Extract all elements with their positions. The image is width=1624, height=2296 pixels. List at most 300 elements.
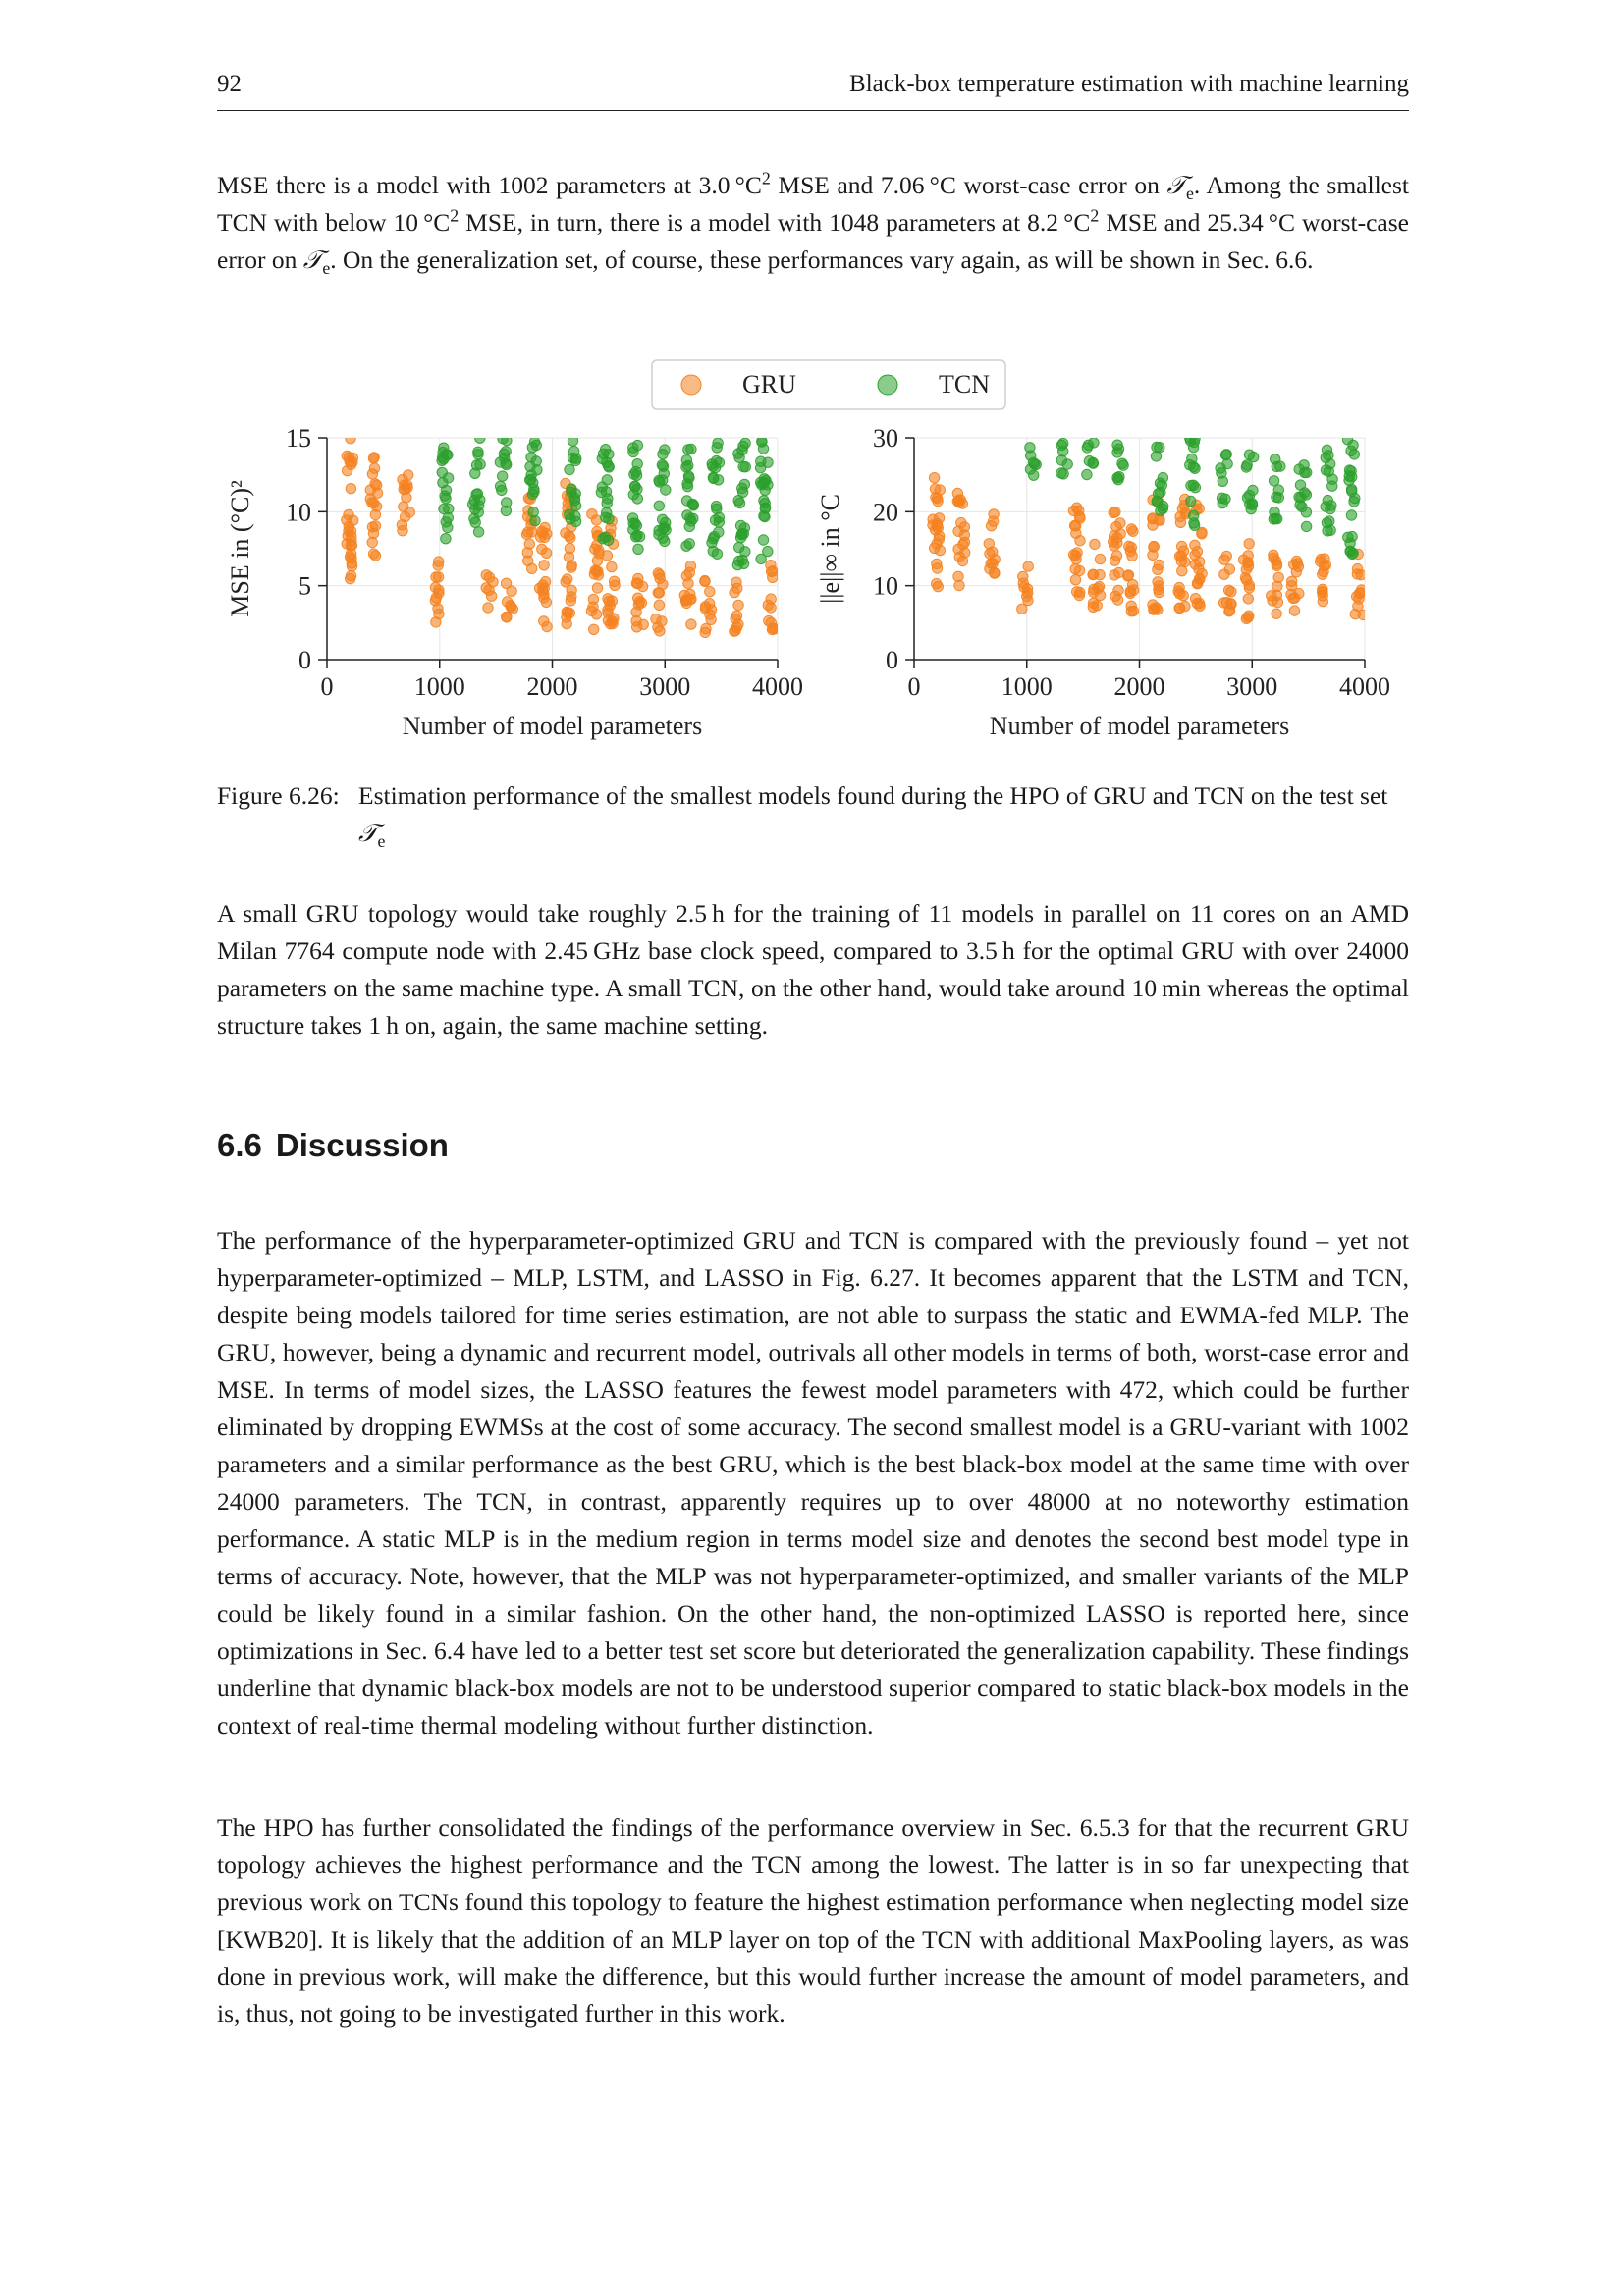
gru-point [1226, 599, 1236, 609]
gru-point [508, 604, 517, 614]
tcn-point [627, 513, 637, 523]
y-tick-label: 0 [298, 646, 311, 674]
x-tick-label: 1000 [413, 672, 465, 701]
gru-point [1074, 565, 1084, 575]
tcn-point [565, 464, 574, 474]
tcn-point [1186, 480, 1196, 490]
gru-point [521, 529, 531, 539]
tcn-point [475, 433, 485, 443]
tcn-point [688, 501, 698, 510]
x-tick-label: 2000 [1113, 672, 1165, 701]
gru-point [349, 515, 358, 525]
tcn-point [1302, 467, 1312, 477]
section-number: 6.6 [217, 1127, 262, 1163]
tcn-point [502, 498, 512, 507]
gru-point [638, 619, 648, 629]
tcn-point [758, 444, 768, 454]
tcn-point [1217, 468, 1226, 478]
gru-point [953, 571, 963, 581]
tcn-point [1155, 443, 1164, 453]
tcn-point [760, 504, 770, 513]
y-tick-label: 10 [873, 571, 898, 601]
tcn-point [709, 473, 719, 483]
x-tick-label: 3000 [1226, 672, 1278, 701]
running-title: Black-box temperature estimation with machine learning [849, 71, 1409, 97]
gru-point [929, 473, 939, 483]
tcn-point [500, 454, 510, 463]
gru-point [1224, 564, 1234, 574]
gru-point [567, 562, 576, 572]
gru-point [1174, 589, 1184, 599]
gru-point [1273, 572, 1283, 582]
gru-point [990, 568, 1000, 578]
tcn-point [1327, 481, 1337, 491]
gru-point [1192, 579, 1202, 589]
gru-point [346, 549, 355, 559]
running-header [217, 71, 1409, 111]
tcn-point [1242, 460, 1252, 470]
gru-point [524, 539, 534, 549]
tcn-point [531, 440, 541, 450]
gru-point [431, 572, 441, 582]
gru-point [1018, 571, 1028, 581]
gru-point [706, 614, 716, 624]
tcn-point [740, 547, 750, 557]
tcn-point [1082, 443, 1092, 453]
gru-point [1017, 604, 1027, 614]
x-axis-label: Number of model parameters [989, 712, 1290, 740]
paragraph-training-time: A small GRU topology would take roughly 2.5 h for the training of 11 models in parallel on 11 cores on an AMD Milan 7764 compute node with 2.45 GHz base clock speed, compared to 3.5 h for the optimal GRU with over 24000 parameters on the same machine type. A small TCN, on the other hand, would take around 10 min whereas the optimal structure takes 1 h on, again, the same machine setting. [217, 899, 1409, 1040]
gru-point [1095, 554, 1105, 563]
gru-point [1112, 533, 1122, 543]
legend-tcn-label: TCN [939, 370, 990, 399]
gru-point [1148, 513, 1158, 523]
gru-point [602, 551, 612, 561]
tcn-point [1118, 460, 1128, 470]
legend-gru-label: GRU [742, 370, 796, 399]
y-tick-label: 5 [298, 571, 311, 601]
gru-point [933, 494, 943, 504]
tcn-point [1112, 448, 1122, 457]
y-axis-label: ||e||∞ in °C [816, 494, 844, 604]
tcn-point [712, 504, 722, 513]
gru-point [1094, 581, 1104, 591]
gru-point [346, 434, 355, 444]
gru-point [935, 545, 945, 555]
gru-point [1244, 539, 1254, 549]
tcn-point [683, 471, 693, 481]
tcn-point [1349, 497, 1359, 507]
gru-point [932, 578, 942, 588]
tcn-point [632, 459, 642, 469]
x-tick-label: 0 [907, 672, 921, 701]
gru-point [434, 557, 444, 566]
gru-point [686, 619, 696, 629]
gru-point [561, 577, 570, 587]
tcn-point [495, 481, 505, 491]
x-axis-label: Number of model parameters [402, 712, 703, 740]
gru-point [1154, 581, 1164, 591]
tcn-point [658, 514, 668, 524]
gru-point [484, 585, 494, 595]
tcn-point [1084, 456, 1094, 466]
y-axis-label: MSE in (°C)² [226, 480, 254, 617]
tcn-point [1248, 485, 1258, 495]
x-tick-label: 0 [320, 672, 334, 701]
tcn-point [1344, 465, 1354, 475]
caption-text: Estimation performance of the smallest models found during the HPO of GRU and TCN on the test set 𝒯$_e$ [358, 781, 1388, 852]
tcn-point [471, 489, 481, 499]
gru-point [1126, 601, 1136, 611]
tcn-point [568, 453, 577, 462]
tcn-point [473, 527, 483, 537]
tcn-point [707, 538, 717, 548]
gru-point [541, 548, 551, 558]
gru-point [346, 573, 355, 583]
tcn-point [443, 522, 453, 532]
data-points [928, 433, 1369, 623]
gru-point [654, 600, 664, 610]
gru-point [588, 594, 598, 604]
tcn-point [1082, 469, 1092, 479]
tcn-point [443, 473, 453, 483]
gru-point [541, 597, 551, 607]
tcn-point [1347, 486, 1357, 496]
tcn-point [1158, 472, 1167, 482]
gru-point [1358, 610, 1368, 619]
gru-point [346, 484, 355, 494]
tcn-point [439, 443, 449, 453]
gru-point [1128, 526, 1138, 536]
tcn-point [441, 534, 451, 544]
gru-point [344, 526, 353, 536]
gru-point [404, 470, 413, 480]
gru-point [370, 551, 380, 561]
gru-point [634, 597, 644, 607]
gru-point [766, 603, 776, 613]
tcn-point [600, 532, 610, 542]
gru-point [1125, 588, 1135, 598]
gru-point [367, 498, 377, 507]
section-heading [217, 1127, 449, 1164]
gru-point [1022, 591, 1032, 601]
tcn-point [1346, 446, 1356, 455]
gru-point [1126, 542, 1136, 552]
gru-point [1190, 594, 1200, 604]
tcn-point [468, 500, 478, 509]
gru-point [1075, 587, 1085, 597]
tcn-point [1152, 497, 1162, 507]
gru-point [562, 618, 571, 628]
tcn-point [629, 469, 639, 479]
tcn-point [1189, 520, 1199, 530]
tcn-point [633, 544, 643, 554]
gru-point [633, 573, 643, 583]
gru-point [1221, 551, 1231, 561]
gru-point [370, 509, 380, 519]
tcn-point [734, 498, 744, 507]
gru-point [539, 561, 549, 570]
tcn-point [1186, 496, 1196, 506]
gru-point [603, 594, 613, 604]
tcn-point [683, 460, 693, 470]
gru-point [654, 588, 664, 598]
gru-point [539, 616, 549, 626]
tcn-point [565, 509, 574, 519]
tcn-point [502, 435, 512, 445]
gru-point [606, 523, 616, 533]
gru-point [566, 533, 575, 543]
tcn-point [660, 445, 670, 454]
gru-point [930, 525, 940, 535]
scatter-panel-max-error [816, 424, 1390, 740]
paragraph-hpo-findings: The HPO has further consolidated the findings of the performance overview in Sec. 6.5.3 for that the recurrent GRU topology achieves the highest performance and the TCN among the lowest. The latter is in so far unexpecting that previous work on TCNs found this topology to feature the highest estimation performance when neglecting model size [KWB20]. It is likely that the addition of an MLP layer on top of the TCN with additional MaxPooling layers, as was done in previous work, will make the difference, but this would further increase the amount of model parameters, and is, thus, not going to be investigated further in this work. [217, 1813, 1409, 2028]
x-tick-label: 1000 [1001, 672, 1053, 701]
gru-point [733, 600, 743, 610]
gru-point [766, 566, 776, 576]
x-tick-label: 4000 [1339, 672, 1390, 701]
paragraph-discussion: The performance of the hyperparameter-optimized GRU and TCN is compared with the previously found – yet not hyperparameter-optimized – MLP, LSTM, and LASSO in Fig. 6.27. It becomes apparent that the LSTM and TCN, despite being models tailored for time series estimation, are not able to surpass the static and EWMA-fed MLP. The GRU, however, being a dynamic and recurrent model, outrivals all other models in terms of both, worst-case error and MSE. In terms of model sizes, the LASSO features the fewest model parameters with 472, which could be further eliminated by dropping EWMSs at the cost of some accuracy. The second smallest model is a GRU-variant with 1002 parameters and a similar performance as the best GRU, which is the best black-box model at the same time with over 24000 parameters. The TCN, in contrast, apparently requires up to over 48000 at no noteworthy estimation performance. A static MLP is in the medium region in terms model size and denotes the second best model type in terms of accuracy. Note, however, that the MLP was not hyperparameter-optimized, and smaller variants of the MLP could be likely found in a similar fashion. On the other hand, the non-optimized LASSO is reported here, since optimizations in Sec. 6.4 have led to a better test set score but deteriorated the generalization capability. These findings underline that dynamic black-box models are not to be understood superior compared to static black-box models in the context of real-time thermal modeling without further distinction. [217, 1226, 1409, 1739]
y-tick-label: 0 [886, 646, 898, 674]
tcn-point [526, 474, 536, 484]
gru-point [540, 522, 550, 532]
tcn-point [527, 489, 537, 499]
tcn-point [1346, 510, 1356, 520]
gru-point [591, 610, 601, 619]
tcn-point [1321, 453, 1330, 462]
gru-point [1075, 536, 1085, 546]
gru-point [1088, 569, 1098, 579]
tcn-point [686, 444, 696, 454]
y-tick-label: 15 [286, 424, 311, 453]
caption-label: Figure 6.26: [217, 781, 340, 810]
tcn-point [530, 515, 540, 525]
gru-point [501, 578, 511, 588]
tcn-point [597, 482, 607, 492]
gru-point [958, 539, 968, 549]
gru-point [685, 561, 695, 571]
tcn-point [661, 485, 671, 495]
tcn-point [712, 443, 722, 453]
tcn-point [737, 483, 747, 493]
page-number: 92 [217, 71, 242, 97]
tcn-point [1272, 492, 1281, 502]
gru-point [683, 578, 693, 588]
gru-point [369, 453, 379, 462]
gru-point [1176, 541, 1186, 551]
gru-point [986, 559, 996, 568]
tcn-point [739, 523, 749, 533]
gru-point [1194, 557, 1204, 566]
gru-point [986, 521, 996, 531]
gru-point [733, 619, 743, 629]
gru-point [540, 576, 550, 586]
tcn-point [756, 456, 766, 466]
gru-point [1287, 576, 1297, 586]
gru-point [1153, 564, 1163, 574]
gru-point [1243, 558, 1253, 567]
gru-point [567, 592, 576, 602]
tcn-point [738, 441, 748, 451]
gru-point [345, 456, 354, 466]
gru-point [1241, 575, 1251, 585]
y-tick-label: 10 [286, 498, 311, 527]
gru-point [483, 603, 493, 613]
tcn-point [1056, 468, 1066, 478]
tcn-point [1056, 455, 1066, 465]
gru-point [934, 513, 944, 523]
gru-point [1074, 511, 1084, 521]
x-tick-label: 4000 [752, 672, 803, 701]
gru-point [540, 532, 550, 542]
gru-point [1192, 547, 1202, 557]
tcn-point [1269, 476, 1278, 486]
tcn-point [568, 436, 577, 446]
gru-point [1269, 553, 1278, 562]
gru-point [1174, 603, 1184, 613]
gru-point [1320, 561, 1329, 570]
tcn-point [1188, 461, 1198, 471]
tcn-point [654, 529, 664, 539]
tcn-point [756, 554, 766, 563]
gru-point [587, 509, 597, 519]
tcn-point [1275, 461, 1285, 471]
tcn-point [714, 517, 724, 527]
tcn-point [526, 453, 536, 462]
gru-point [655, 626, 665, 636]
tcn-point [738, 461, 748, 471]
gru-point [1243, 613, 1253, 622]
gru-point [1223, 585, 1233, 595]
gru-point [1111, 551, 1121, 561]
legend-tcn-marker [878, 375, 897, 395]
gru-point [1123, 571, 1133, 581]
data-points [342, 433, 781, 638]
tcn-point [471, 460, 481, 470]
tcn-point [1321, 502, 1330, 511]
gru-point [1289, 606, 1299, 615]
tcn-point [654, 501, 664, 510]
tcn-point [1343, 532, 1353, 542]
tcn-point [712, 549, 722, 559]
gru-point [593, 570, 603, 580]
tcn-point [441, 493, 451, 503]
tcn-point [473, 450, 483, 459]
tcn-point [1244, 450, 1254, 459]
gru-point [1243, 594, 1253, 604]
tcn-point [685, 513, 695, 523]
tcn-point [569, 496, 579, 506]
paragraph-intro: MSE there is a model with 1002 parameters at 3.0 $^\circ C^2$ MSE and 7.06 °C worst-case error on 𝒯$_e$. Among the smallest TCN with below 10 $^\circ C^2$ MSE, in turn, there is a model with 1048 parameters at 8.2 $^\circ C^2$ MSE and 25.34 °C worst-case error on 𝒯$_e$. On the generalization set, of course, these performances vary again, as will be shown in Sec. 6.6. [217, 168, 1409, 279]
tcn-point [756, 477, 766, 487]
gru-point [371, 480, 381, 490]
gru-point [1153, 605, 1163, 614]
gru-point [764, 615, 774, 625]
scatter-panel-mse [226, 424, 803, 740]
tcn-point [1325, 516, 1334, 526]
gru-point [1291, 567, 1301, 577]
figure-6-26 [217, 355, 1409, 758]
tcn-point [708, 461, 718, 471]
x-tick-label: 3000 [639, 672, 691, 701]
gru-point [655, 573, 665, 583]
gru-point [1318, 596, 1327, 606]
tcn-point [1326, 525, 1335, 535]
gru-point [952, 488, 962, 498]
gru-point [956, 517, 966, 527]
tcn-point [1344, 475, 1354, 485]
tcn-point [684, 539, 694, 549]
tcn-point [1301, 507, 1311, 517]
gru-point [1113, 585, 1123, 595]
tcn-point [1185, 433, 1195, 443]
gru-point [589, 624, 599, 634]
gru-point [700, 576, 710, 586]
x-tick-label: 2000 [526, 672, 578, 701]
gru-point [704, 599, 714, 609]
gru-point [481, 570, 491, 580]
gru-point [1267, 591, 1276, 601]
gru-point [1023, 561, 1033, 571]
gru-point [609, 576, 619, 586]
tcn-point [1247, 499, 1257, 508]
tcn-point [1272, 513, 1282, 523]
gru-point [1180, 557, 1190, 566]
tcn-point [628, 447, 638, 456]
tcn-point [1058, 438, 1068, 448]
gru-point [1068, 550, 1078, 560]
gru-point [609, 614, 619, 623]
tcn-point [657, 460, 667, 470]
y-tick-label: 20 [873, 498, 898, 527]
gru-point [1090, 539, 1100, 549]
gru-point [957, 556, 967, 565]
gru-point [563, 608, 572, 617]
tcn-point [1026, 451, 1036, 460]
gru-point [607, 561, 617, 571]
gru-point [403, 483, 412, 493]
tcn-point [634, 531, 644, 541]
y-tick-label: 30 [873, 424, 898, 453]
gru-point [1294, 588, 1304, 598]
gru-point [430, 596, 440, 606]
gru-point [1110, 570, 1119, 580]
gru-point [932, 563, 942, 573]
tcn-point [1189, 510, 1199, 520]
gru-point [565, 543, 574, 553]
gru-point [397, 520, 406, 530]
tcn-point [601, 512, 611, 522]
gru-point [680, 596, 690, 606]
gru-point [1318, 587, 1327, 597]
tcn-point [1296, 493, 1306, 503]
tcn-point [1342, 435, 1352, 445]
tcn-point [1031, 459, 1041, 469]
gru-point [367, 469, 377, 479]
tcn-point [1301, 521, 1311, 531]
gru-point [1115, 518, 1125, 528]
tcn-point [443, 512, 453, 522]
tcn-point [758, 535, 768, 545]
gru-point [700, 627, 710, 637]
gru-point [1148, 550, 1158, 560]
gru-point [592, 583, 602, 593]
tcn-point [1345, 546, 1355, 556]
tcn-point [1218, 498, 1227, 507]
legend [652, 360, 1005, 409]
tcn-point [598, 449, 608, 458]
gru-point [537, 586, 547, 596]
